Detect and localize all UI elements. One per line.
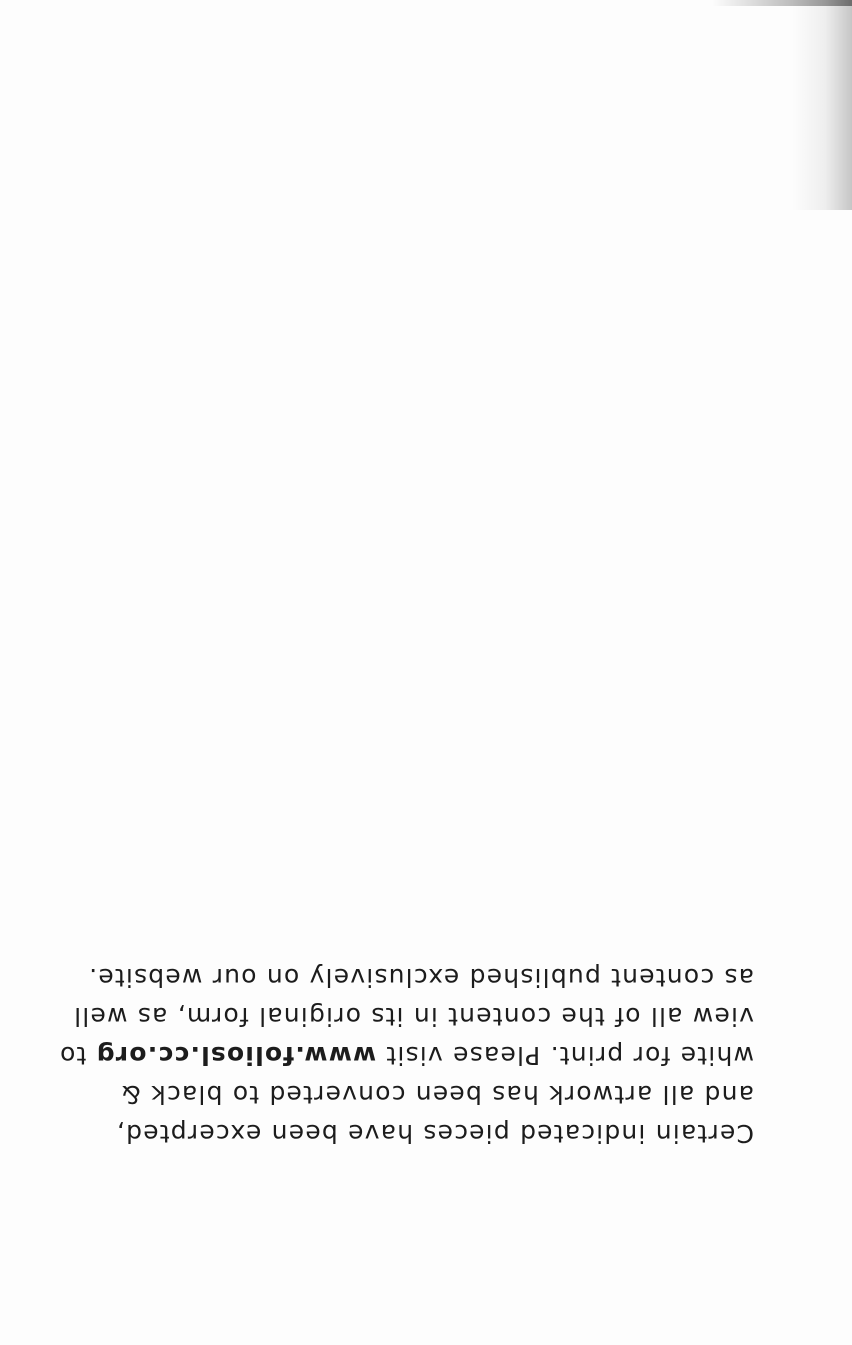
- notice-line-2: and all artwork has been converted to black &: [120, 1080, 754, 1109]
- website-link[interactable]: www.foliosl.cc.org: [95, 1041, 377, 1070]
- notice-line-4: view all of the content in its original form, as well: [73, 1002, 754, 1031]
- notice-line-3-end: to: [58, 1041, 96, 1070]
- notice-line-1: Certain indicated pieces have been excerpted,: [115, 1119, 754, 1148]
- page-edge-line: [712, 0, 852, 6]
- notice-line-3: [58, 1036, 754, 1075]
- notice-line-3-text: white for print. Please visit: [376, 1041, 754, 1070]
- page-edge-shadow: [792, 0, 852, 210]
- notice-line-5: as content published exclusively on our website.: [87, 963, 754, 992]
- print-notice: [58, 958, 754, 1153]
